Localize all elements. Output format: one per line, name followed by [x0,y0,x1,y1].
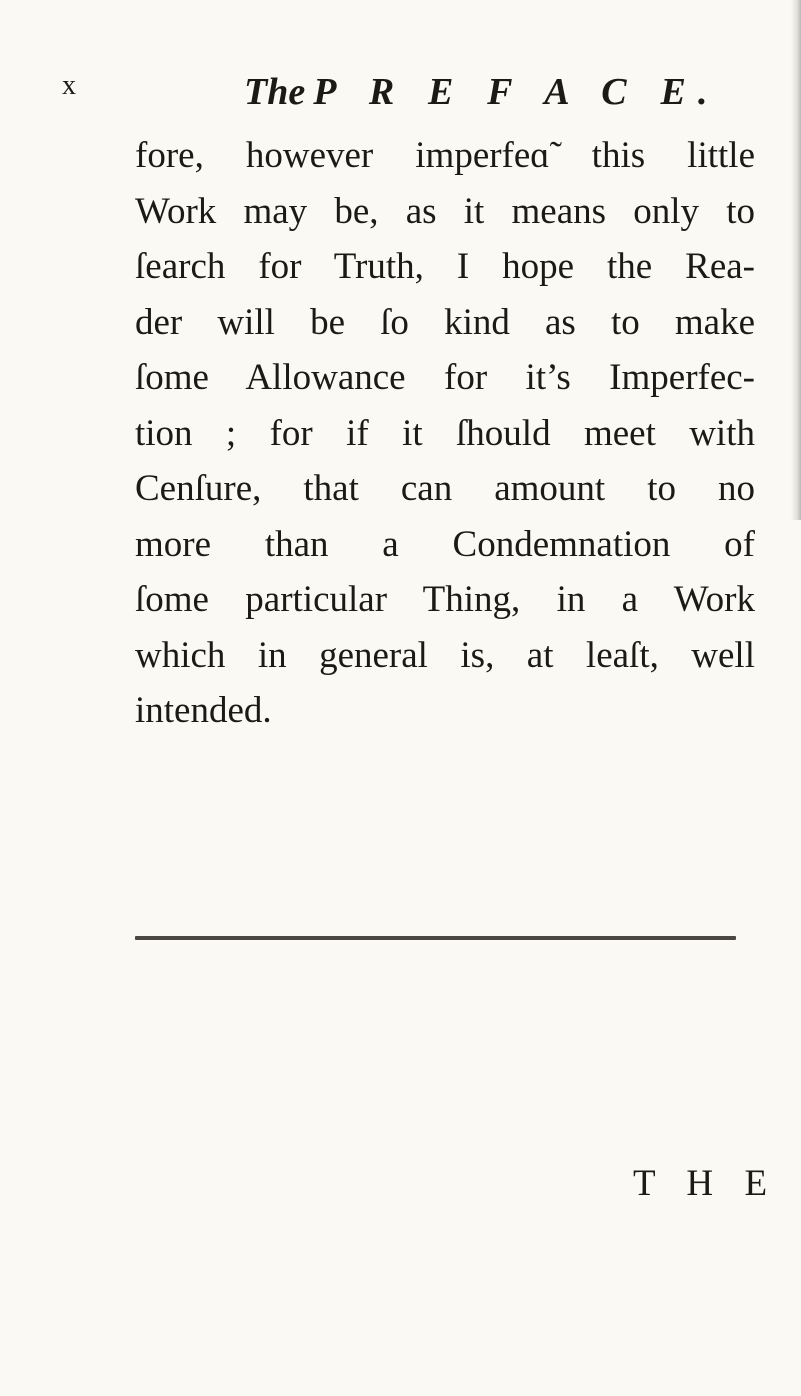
page-edge-shadow [791,0,801,520]
catchword: T H E [633,1163,779,1204]
running-head [244,70,720,114]
text-line: ſearch for Truth, I hope the Rea- [135,246,755,287]
body-text [135,128,755,739]
page-number: x [62,70,76,101]
text-line: tion ; for if it ſhould meet with [135,412,755,454]
running-head-title: P R E F A C E. [313,71,720,113]
horizontal-rule [135,936,736,940]
text-line: intended. [135,690,272,731]
text-line: der will be ſo kind as to make [135,301,755,343]
text-line: Work may be, as it means only to [135,190,755,232]
text-line: Cenſure, that can amount to no [135,468,755,509]
text-line: more than a Condemnation of [135,523,755,565]
running-head-prefix: The [244,71,306,113]
text-line: fore, however imperfeɑ̃ this little [135,135,755,176]
text-line: ſome Allowance for it’s Imperfec- [135,357,755,398]
text-line: ſome particular Thing, in a Work [135,579,755,620]
text-line: which in general is, at leaſt, well [135,634,755,676]
